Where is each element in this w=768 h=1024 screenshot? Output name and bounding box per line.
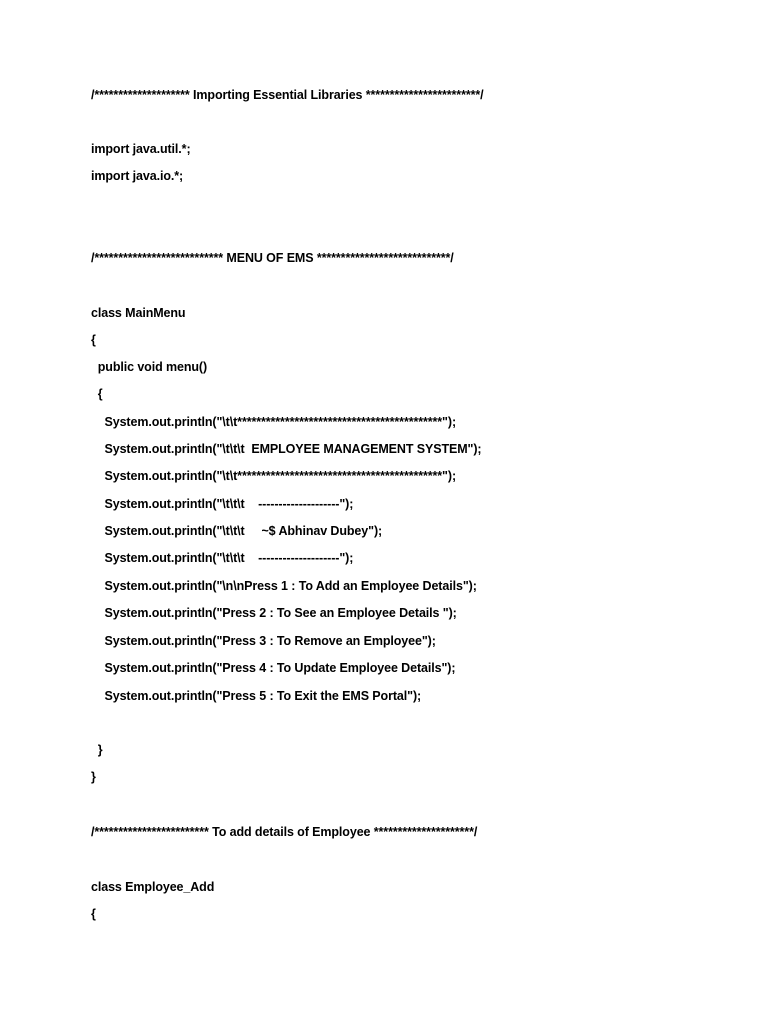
import-java-io: import java.io.*;	[91, 169, 184, 183]
class-employee-add-declaration: class Employee_Add	[91, 880, 215, 894]
code-line: System.out.println("\n\nPress 1 : To Add an Employee Details");	[91, 579, 477, 593]
code-line: System.out.println("\t\t\t EMPLOYEE MANAGEMENT SYSTEM");	[91, 442, 482, 456]
comment-importing-libraries: /******************** Importing Essential Libraries ************************/	[91, 88, 484, 102]
code-line: System.out.println("\t\t\t ~$ Abhinav Dubey");	[91, 524, 383, 538]
code-line: System.out.println("Press 2 : To See an Employee Details ");	[91, 606, 457, 620]
code-line: System.out.println("\t\t\t --------------------");	[91, 551, 354, 565]
code-line: System.out.println("\t\t\t --------------------");	[91, 497, 354, 511]
code-line: System.out.println("Press 4 : To Update Employee Details");	[91, 661, 456, 675]
comment-add-details: /************************ To add details of Employee *********************/	[91, 825, 478, 839]
method-menu-declaration: public void menu()	[91, 360, 208, 374]
import-java-util: import java.util.*;	[91, 142, 191, 156]
code-line: System.out.println("\t\t*******************************************");	[91, 469, 457, 483]
method-close-brace: }	[91, 743, 103, 757]
comment-menu-of-ems: /*************************** MENU OF EMS ****************************/	[91, 251, 454, 265]
class-open-brace: {	[91, 333, 96, 347]
class-open-brace: {	[91, 907, 96, 921]
code-line: System.out.println("\t\t*******************************************");	[91, 415, 457, 429]
class-close-brace: }	[91, 770, 96, 784]
class-mainmenu-declaration: class MainMenu	[91, 306, 186, 320]
code-line: System.out.println("Press 5 : To Exit the EMS Portal");	[91, 689, 422, 703]
method-open-brace: {	[91, 387, 103, 401]
code-line: System.out.println("Press 3 : To Remove an Employee");	[91, 634, 436, 648]
